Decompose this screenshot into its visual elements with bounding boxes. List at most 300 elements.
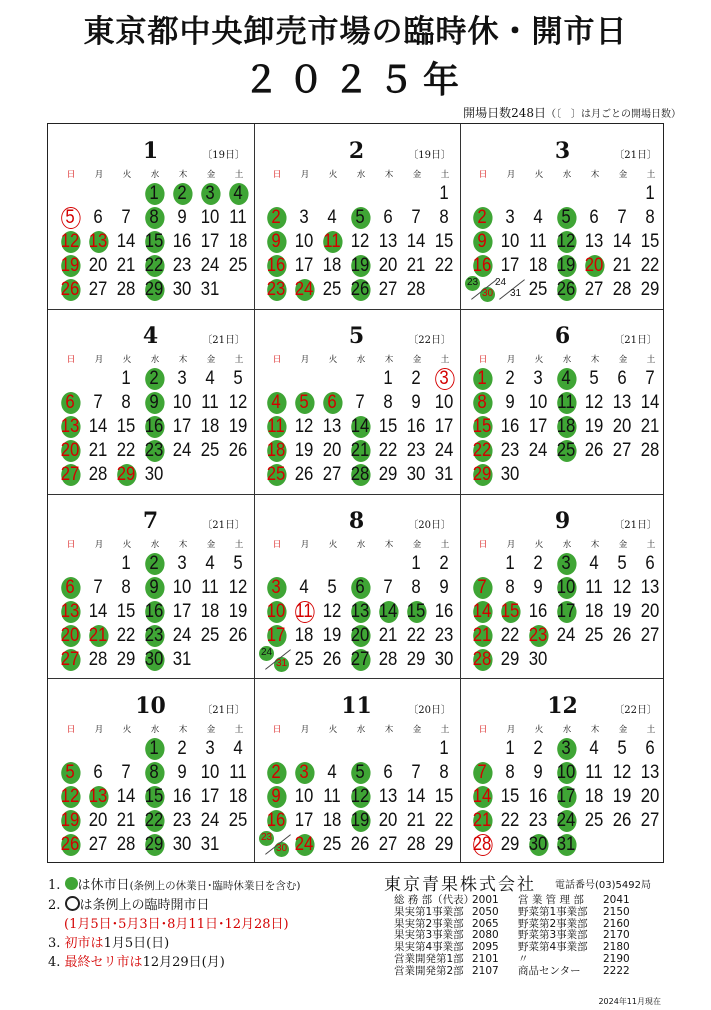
day-number: 24 <box>172 440 192 461</box>
day-number: 29 <box>500 834 520 855</box>
calendar-day <box>321 206 344 230</box>
day-number: 27 <box>60 464 80 485</box>
weekday-label: 月 <box>506 540 516 550</box>
extension-number: 2095 <box>472 941 499 954</box>
holiday-day <box>143 206 166 230</box>
calendar-day <box>171 761 194 785</box>
day-number: 25 <box>584 810 604 831</box>
weekday-label: 金 <box>412 355 422 365</box>
day-number: 14 <box>116 786 136 807</box>
page-title: 東京都中央卸売市場の臨時休・開市日 <box>83 14 628 50</box>
day-number: 23 <box>261 832 273 843</box>
holiday-day <box>555 833 578 857</box>
calendar-day <box>405 648 428 672</box>
day-number: 14 <box>88 601 108 622</box>
holiday-day <box>471 463 494 487</box>
day-number: 5 <box>65 762 75 783</box>
calendar-day <box>115 809 138 833</box>
extension-number: 2170 <box>603 929 630 942</box>
calendar-day <box>293 809 316 833</box>
day-number: 22 <box>640 255 660 276</box>
holiday-day <box>349 206 372 230</box>
month-number: 4 <box>142 323 159 349</box>
calendar-day <box>171 737 194 761</box>
day-number: 24 <box>556 625 576 646</box>
calendar-day <box>583 785 606 809</box>
calendar-day <box>171 367 194 391</box>
calendar-day <box>199 415 222 439</box>
day-number: 21 <box>472 810 492 831</box>
weekday-label: 土 <box>234 540 244 550</box>
holiday-day <box>227 182 250 206</box>
weekday-label: 木 <box>384 170 394 180</box>
day-number: 7 <box>93 392 103 413</box>
day-number: 30 <box>276 843 288 854</box>
calendar-day <box>227 600 250 624</box>
month-open-days: 〔21日〕 <box>614 520 657 531</box>
legend-num: 1. <box>48 878 61 893</box>
holiday-day <box>471 439 494 463</box>
month-3 <box>460 124 665 308</box>
day-number: 18 <box>294 625 314 646</box>
calendar-day <box>639 391 662 415</box>
calendar-day <box>405 367 428 391</box>
month-7 <box>48 494 253 678</box>
holiday-day <box>349 463 372 487</box>
day-number: 26 <box>60 834 80 855</box>
weekday-label: 木 <box>384 355 394 365</box>
calendar-day <box>171 576 194 600</box>
calendar-day <box>377 230 400 254</box>
day-number: 23 <box>467 277 479 288</box>
day-number: 11 <box>585 577 603 598</box>
day-number: 19 <box>228 601 248 622</box>
day-number: 11 <box>201 392 219 413</box>
day-number: 14 <box>406 231 426 252</box>
year-heading: ２０２５年 <box>242 60 468 101</box>
calendar-day <box>499 254 522 278</box>
weekday-label: 木 <box>384 540 394 550</box>
calendar-day <box>199 230 222 254</box>
day-number: 9 <box>149 577 159 598</box>
calendar-day <box>171 552 194 576</box>
day-number: 7 <box>411 762 421 783</box>
holiday-day <box>143 761 166 785</box>
holiday-day <box>265 576 288 600</box>
calendar-day <box>377 206 400 230</box>
calendar-day <box>611 206 634 230</box>
holiday-day <box>143 391 166 415</box>
day-number: 19 <box>584 416 604 437</box>
day-number: 22 <box>116 440 136 461</box>
holiday-day <box>265 254 288 278</box>
day-number: 16 <box>406 416 426 437</box>
month-number: 5 <box>348 323 365 349</box>
holiday-day <box>555 230 578 254</box>
weekday-label: 金 <box>206 725 216 735</box>
calendar-day <box>527 206 550 230</box>
day-number: 11 <box>229 207 247 228</box>
month-open-days: 〔20日〕 <box>408 520 451 531</box>
holiday-day <box>555 576 578 600</box>
day-number: 31 <box>200 279 220 300</box>
day-number: 5 <box>589 368 599 389</box>
calendar-day <box>321 648 344 672</box>
weekday-label: 木 <box>178 725 188 735</box>
holiday-day <box>59 576 82 600</box>
calendar-day <box>87 254 110 278</box>
calendar-day <box>611 367 634 391</box>
weekday-label: 日 <box>478 540 488 550</box>
calendar-day <box>499 230 522 254</box>
month-11 <box>254 679 459 863</box>
weekday-label: 火 <box>122 725 132 735</box>
day-number: 15 <box>116 601 136 622</box>
calendar-day <box>293 254 316 278</box>
day-number: 17 <box>200 231 220 252</box>
calendar-day <box>293 439 316 463</box>
day-number: 4 <box>205 368 215 389</box>
holiday-day <box>293 833 316 857</box>
month-open-days: 〔21日〕 <box>202 520 245 531</box>
day-number: 10 <box>172 577 192 598</box>
legend-text: 12月29日(月) <box>142 955 225 970</box>
calendar-day <box>377 367 400 391</box>
holiday-day <box>377 600 400 624</box>
day-number: 17 <box>434 416 454 437</box>
day-number: 2 <box>149 368 159 389</box>
calendar-day <box>377 785 400 809</box>
weekday-label: 木 <box>178 540 188 550</box>
day-number: 6 <box>65 392 75 413</box>
day-number: 3 <box>271 577 281 598</box>
day-number: 1 <box>121 368 131 389</box>
weekday-label: 日 <box>66 540 76 550</box>
department-name: 商品センター <box>518 964 581 977</box>
calendar-day <box>377 809 400 833</box>
day-number: 6 <box>93 207 103 228</box>
calendar-day <box>377 761 400 785</box>
day-number: 10 <box>200 207 220 228</box>
directory-row <box>394 966 635 978</box>
day-number: 25 <box>228 810 248 831</box>
day-number: 14 <box>116 231 136 252</box>
legend-item-holiday <box>48 876 301 896</box>
calendar-day <box>115 415 138 439</box>
holiday-day <box>555 552 578 576</box>
day-number: 29 <box>406 649 426 670</box>
weekday-label: 火 <box>534 725 544 735</box>
holiday-day <box>555 206 578 230</box>
calendar-day <box>293 230 316 254</box>
day-number: 29 <box>500 649 520 670</box>
holiday-day <box>527 833 550 857</box>
holiday-day <box>59 600 82 624</box>
calendar-day <box>321 809 344 833</box>
special-open-day <box>433 367 456 391</box>
day-number: 26 <box>294 464 314 485</box>
day-number: 13 <box>88 786 108 807</box>
day-number: 14 <box>378 601 398 622</box>
day-number: 6 <box>589 207 599 228</box>
day-number: 20 <box>60 625 80 646</box>
holiday-day <box>199 182 222 206</box>
weekday-label: 水 <box>150 725 160 735</box>
holiday-day <box>143 439 166 463</box>
day-number: 17 <box>294 810 314 831</box>
day-number: 12 <box>60 231 80 252</box>
day-number: 31 <box>200 834 220 855</box>
day-number: 29 <box>144 279 164 300</box>
day-number: 23 <box>406 440 426 461</box>
day-number: 6 <box>65 577 75 598</box>
day-number: 4 <box>233 183 243 204</box>
day-number: 26 <box>612 625 632 646</box>
calendar-day <box>433 206 456 230</box>
weekday-label: 木 <box>590 725 600 735</box>
day-number: 10 <box>556 762 576 783</box>
day-number: 7 <box>121 762 131 783</box>
calendar-day <box>199 439 222 463</box>
weekday-label: 日 <box>66 170 76 180</box>
day-number: 1 <box>645 183 655 204</box>
day-number: 9 <box>271 231 281 252</box>
day-number: 15 <box>144 231 164 252</box>
calendar-day <box>199 624 222 648</box>
legend-special-dates: (1月5日･5月3日･8月11日･12月28日) <box>64 917 289 932</box>
calendar-day <box>639 230 662 254</box>
calendar-day <box>171 439 194 463</box>
day-number: 23 <box>172 810 192 831</box>
calendar-day <box>639 415 662 439</box>
calendar-day <box>499 439 522 463</box>
legend-num: 4. <box>48 955 61 970</box>
calendar-day <box>115 278 138 302</box>
weekday-label: 木 <box>178 170 188 180</box>
calendar-day <box>293 206 316 230</box>
calendar-day <box>227 367 250 391</box>
calendar-day <box>583 600 606 624</box>
department-name: 野菜第1事業部 <box>518 905 588 918</box>
month-4 <box>48 309 253 493</box>
calendar-day <box>583 415 606 439</box>
directory-row <box>394 954 635 966</box>
day-number: 25 <box>556 440 576 461</box>
day-number: 15 <box>434 231 454 252</box>
calendar-day <box>527 600 550 624</box>
day-number: 2 <box>533 553 543 574</box>
holiday-day <box>143 624 166 648</box>
holiday-day <box>555 737 578 761</box>
month-number: 1 <box>142 138 159 164</box>
calendar-day <box>499 552 522 576</box>
weekday-label: 月 <box>506 725 516 735</box>
calendar-day <box>405 809 428 833</box>
day-number: 4 <box>589 738 599 759</box>
day-number: 24 <box>294 279 314 300</box>
day-number: 18 <box>200 601 220 622</box>
calendar-day <box>611 552 634 576</box>
calendar-day <box>349 833 372 857</box>
holiday-day <box>555 254 578 278</box>
calendar-day <box>115 254 138 278</box>
day-number: 7 <box>411 207 421 228</box>
department-name: 営 業 管 理 部 <box>518 894 584 906</box>
day-number: 26 <box>350 834 370 855</box>
month-number: 11 <box>341 693 372 719</box>
day-number: 9 <box>411 392 421 413</box>
legend-note: (条例上の休業日･臨時休業日を含む) <box>129 880 301 892</box>
weekday-label: 日 <box>272 725 282 735</box>
weekday-label: 月 <box>506 355 516 365</box>
calendar-day <box>171 809 194 833</box>
calendar-day <box>87 809 110 833</box>
day-number: 17 <box>200 786 220 807</box>
day-number: 8 <box>645 207 655 228</box>
day-number: 1 <box>383 368 393 389</box>
weekday-label: 金 <box>412 725 422 735</box>
calendar-day <box>611 576 634 600</box>
extension-number: 2101 <box>472 952 499 965</box>
day-number: 8 <box>505 762 515 783</box>
day-number: 23 <box>172 255 192 276</box>
extension-number: 2065 <box>472 917 499 930</box>
day-number: 22 <box>500 625 520 646</box>
phone-prefix: 電話番号(03)5492局 <box>555 880 651 891</box>
month-number: 8 <box>348 508 365 534</box>
day-number: 1 <box>439 183 449 204</box>
calendar-day <box>639 809 662 833</box>
holiday-day <box>59 809 82 833</box>
calendar-day <box>611 254 634 278</box>
day-number: 21 <box>472 625 492 646</box>
calendar-day <box>405 254 428 278</box>
day-number: 5 <box>233 368 243 389</box>
calendar-day <box>293 576 316 600</box>
calendar-day <box>639 278 662 302</box>
calendar-day <box>527 278 550 302</box>
holiday-day <box>265 761 288 785</box>
weekday-label: 月 <box>300 355 310 365</box>
calendar-day <box>87 576 110 600</box>
weekday-label: 木 <box>590 540 600 550</box>
holiday-day <box>59 648 82 672</box>
day-number: 11 <box>557 392 575 413</box>
holiday-day <box>349 600 372 624</box>
holiday-day <box>87 230 110 254</box>
day-number: 20 <box>88 255 108 276</box>
day-number: 6 <box>355 577 365 598</box>
day-number: 24 <box>495 277 507 288</box>
day-number: 16 <box>172 786 192 807</box>
day-number: 30 <box>144 649 164 670</box>
holiday-day <box>349 254 372 278</box>
extension-number: 2080 <box>472 929 499 942</box>
day-number: 21 <box>378 625 398 646</box>
legend-item-special <box>48 896 301 915</box>
holiday-day <box>143 737 166 761</box>
month-number: 3 <box>554 138 571 164</box>
calendar-day <box>199 367 222 391</box>
calendar-day <box>293 415 316 439</box>
calendar-day <box>349 230 372 254</box>
calendar-day <box>527 648 550 672</box>
extension-number: 2180 <box>603 941 630 954</box>
month-open-days: 〔19日〕 <box>408 150 451 161</box>
day-number: 4 <box>327 762 337 783</box>
calendar-day <box>405 278 428 302</box>
day-number: 22 <box>144 255 164 276</box>
day-number: 16 <box>172 231 192 252</box>
weekday-label: 土 <box>440 725 450 735</box>
holiday-day <box>293 761 316 785</box>
calendar-day <box>115 833 138 857</box>
legend-text: は休市日 <box>77 878 130 893</box>
day-number: 8 <box>439 762 449 783</box>
month-open-days: 〔21日〕 <box>614 150 657 161</box>
holiday-day <box>471 367 494 391</box>
day-number: 15 <box>472 416 492 437</box>
day-number: 20 <box>350 625 370 646</box>
calendar-day <box>349 391 372 415</box>
weekday-label: 水 <box>356 725 366 735</box>
day-number: 1 <box>411 553 421 574</box>
calendar-day <box>405 439 428 463</box>
month-open-days: 〔22日〕 <box>614 705 657 716</box>
calendar-day <box>583 809 606 833</box>
calendar-day <box>115 230 138 254</box>
calendar-day <box>321 576 344 600</box>
day-number: 18 <box>584 786 604 807</box>
day-number: 19 <box>60 255 80 276</box>
weekday-label: 土 <box>440 170 450 180</box>
day-number: 2 <box>271 207 281 228</box>
calendar-day <box>527 254 550 278</box>
extension-number: 2041 <box>603 894 630 906</box>
calendar-day <box>199 552 222 576</box>
calendar-day <box>227 624 250 648</box>
weekday-label: 土 <box>646 725 656 735</box>
day-number: 24 <box>172 625 192 646</box>
day-number: 8 <box>439 207 449 228</box>
calendar-day <box>377 463 400 487</box>
day-number: 2 <box>149 553 159 574</box>
weekday-label: 土 <box>234 725 244 735</box>
day-number: 29 <box>434 834 454 855</box>
month-8 <box>254 494 459 678</box>
day-number: 3 <box>561 553 571 574</box>
calendar-day <box>639 624 662 648</box>
weekday-label: 水 <box>356 355 366 365</box>
calendar-day <box>377 278 400 302</box>
calendar-day <box>321 278 344 302</box>
calendar-day <box>321 439 344 463</box>
holiday-day <box>265 785 288 809</box>
calendar-day <box>87 463 110 487</box>
holiday-day <box>321 391 344 415</box>
day-number: 6 <box>645 553 655 574</box>
weekday-label: 水 <box>150 170 160 180</box>
department-name: 野菜第2事業部 <box>518 917 588 930</box>
day-number: 1 <box>439 738 449 759</box>
weekday-label: 金 <box>618 540 628 550</box>
weekday-label: 金 <box>412 170 422 180</box>
day-number: 28 <box>116 279 136 300</box>
day-number: 9 <box>477 231 487 252</box>
calendar-day <box>227 254 250 278</box>
calendar-day <box>611 624 634 648</box>
day-number: 1 <box>505 553 515 574</box>
